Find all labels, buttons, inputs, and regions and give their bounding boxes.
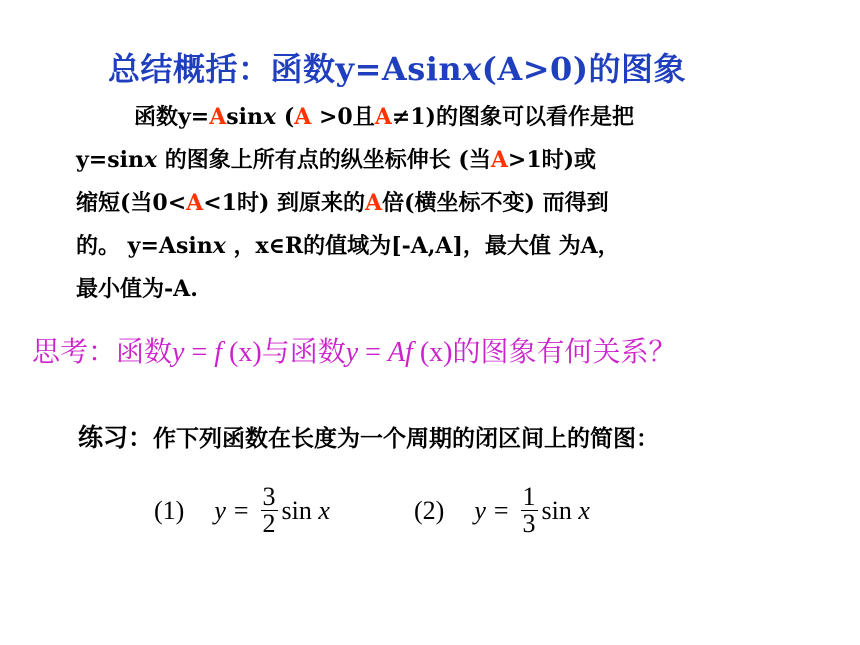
text-run: >0且 — [311, 104, 375, 130]
highlight-A: A — [186, 190, 204, 216]
fraction-denominator: 3 — [522, 509, 536, 538]
text-run: >1时)或 — [507, 147, 597, 173]
exercise-number: (2) — [414, 495, 445, 525]
math-var: y — [214, 495, 226, 525]
text-run: 的。 y=Asin — [76, 233, 213, 259]
math-op: = — [184, 337, 215, 368]
highlight-A: A — [374, 104, 392, 130]
highlight-A: A — [294, 104, 312, 130]
math-var: Af — [387, 337, 413, 368]
fraction-numerator: 1 — [522, 482, 536, 511]
math-arg: (x) — [222, 337, 262, 368]
var-x: x — [263, 104, 277, 130]
text-run: 函数y= — [134, 104, 210, 130]
paragraph-line-4 — [76, 225, 736, 268]
text-run: 缩短(当0< — [76, 190, 187, 216]
paragraph-line-5: 最小值为-A. — [76, 276, 198, 302]
title-var: x — [462, 50, 482, 88]
math-op: = — [358, 337, 388, 368]
text-run: ( — [276, 104, 295, 130]
summary-paragraph — [76, 96, 736, 311]
practice-text: 作下列函数在长度为一个周期的闭区间上的简图： — [153, 425, 660, 452]
fraction-numerator: 3 — [262, 482, 276, 511]
exercise-1 — [154, 484, 330, 537]
math-var: x — [318, 495, 330, 525]
exercise-number: (1) — [154, 495, 185, 525]
text-run: sin — [226, 104, 264, 130]
var-x: x — [212, 233, 226, 259]
math-var: y — [345, 337, 359, 368]
think-label: 思考：函数 — [32, 335, 173, 368]
math-function: sin — [281, 495, 312, 525]
text-run: 倍(横坐标不变) 而得到 — [382, 190, 609, 216]
text-run: <1时) 到原来的 — [203, 190, 366, 216]
math-var: y — [474, 495, 486, 525]
fraction — [521, 484, 538, 537]
math-var: x — [578, 495, 590, 525]
highlight-A: A — [490, 147, 508, 173]
think-text: 与函数 — [261, 335, 346, 368]
math-op: = — [233, 495, 249, 525]
highlight-A: A — [365, 190, 383, 216]
title-suffix: (A>0)的图象 — [481, 50, 686, 88]
paragraph-line-2 — [76, 139, 736, 182]
text-run: y=sin — [76, 147, 144, 173]
math-var: f — [214, 337, 223, 368]
text-run: 的图象上所有点的纵坐标伸长 (当 — [157, 147, 491, 173]
fraction — [261, 484, 278, 537]
slide-title — [108, 44, 686, 90]
think-question — [32, 330, 677, 370]
practice-label: 练习： — [78, 423, 154, 452]
paragraph-line-1 — [76, 96, 736, 139]
math-op: = — [493, 495, 509, 525]
text-run: ，x∈R的值域为[-A,A]，最大值 为A， — [225, 233, 620, 259]
exercise-2 — [414, 484, 590, 537]
highlight-A: A — [209, 104, 227, 130]
math-function: sin — [541, 495, 572, 525]
practice-heading — [78, 418, 659, 454]
think-text: 的图象有何关系？ — [452, 335, 677, 368]
text-run: ≠1)的图象可以看作是把 — [391, 104, 634, 130]
var-x: x — [143, 147, 158, 173]
title-prefix: 总结概括：函数y=Asin — [108, 50, 463, 88]
math-var: y — [172, 337, 185, 368]
math-arg: (x) — [412, 337, 453, 368]
paragraph-line-3 — [76, 182, 736, 225]
fraction-denominator: 2 — [262, 509, 276, 538]
